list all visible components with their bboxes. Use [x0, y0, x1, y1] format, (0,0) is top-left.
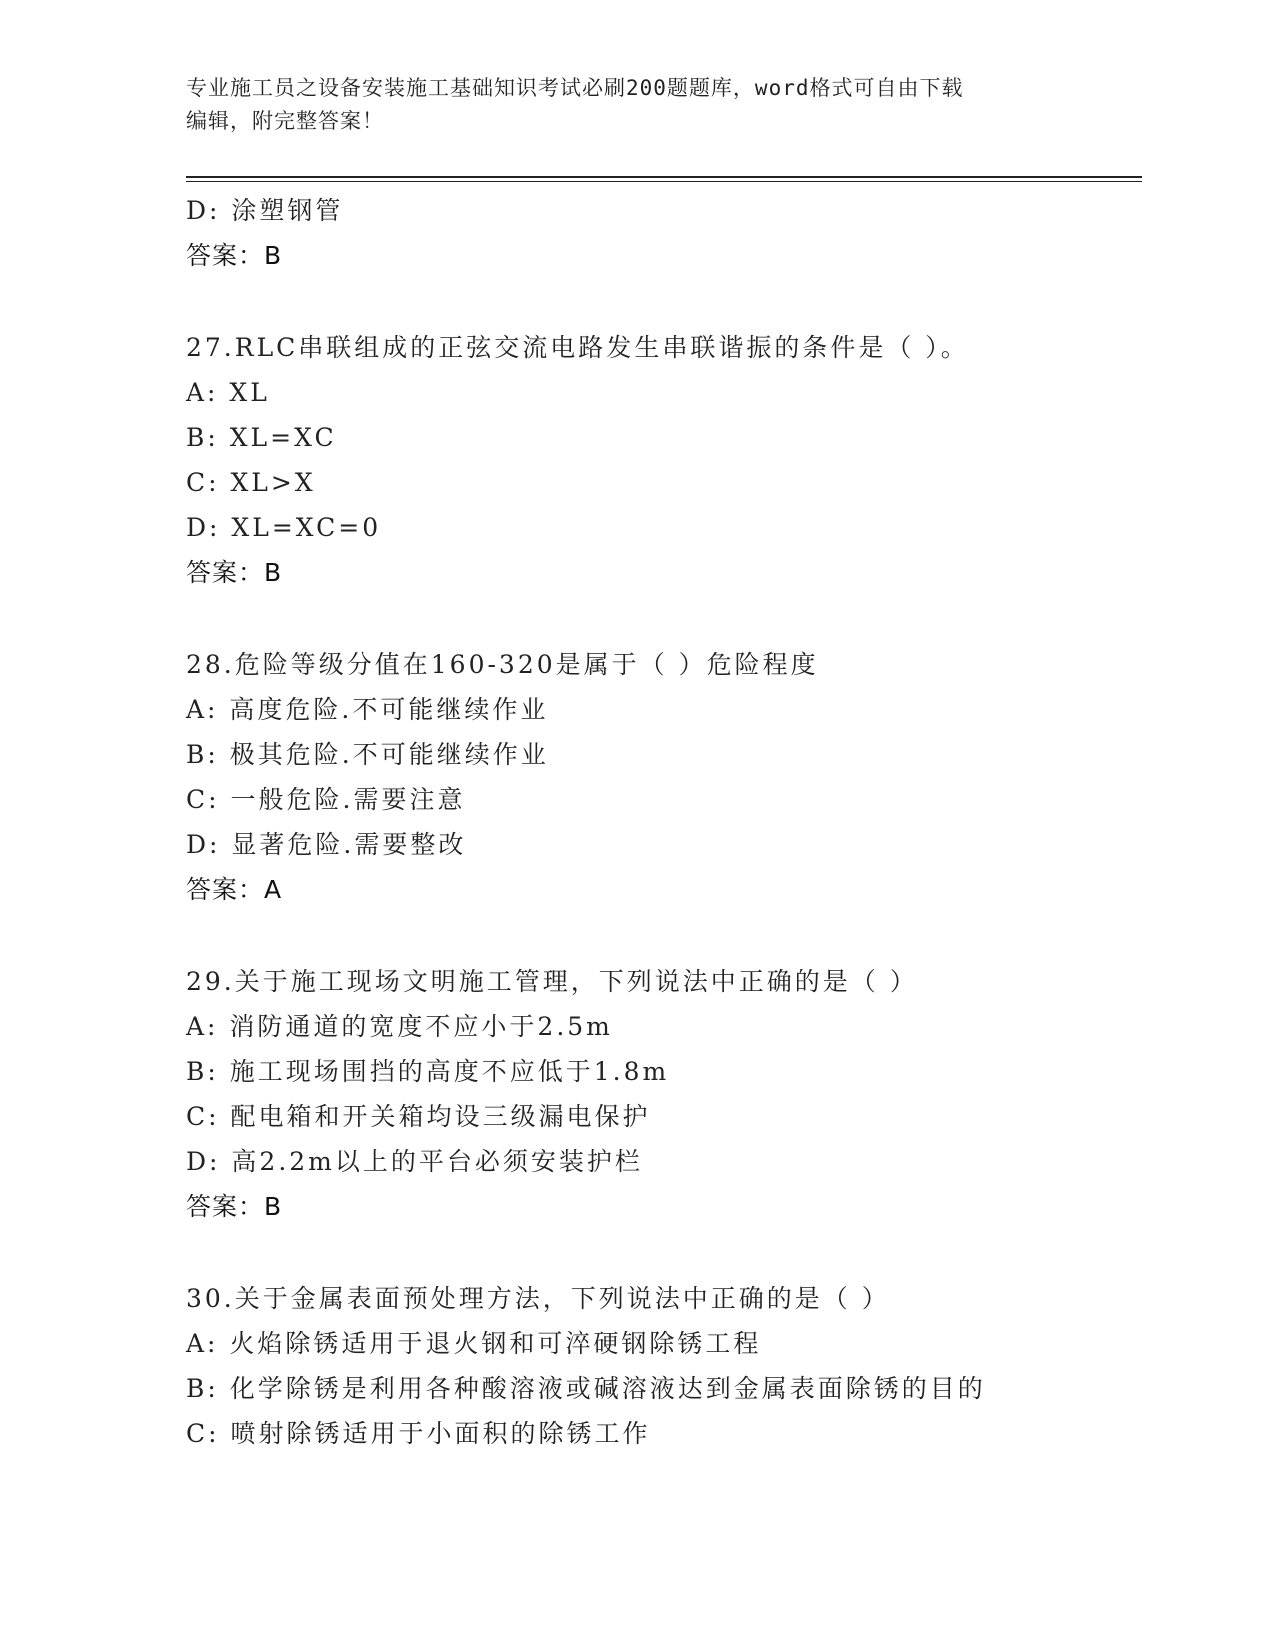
answer: 答案：B	[186, 558, 283, 587]
header-title-line2: 编辑，附完整答案！	[186, 109, 384, 133]
option-a: A: 火焰除锈适用于退火钢和可淬硬钢除锈工程	[186, 1329, 762, 1358]
answer: 答案：B	[186, 1192, 283, 1221]
option-d: D: 显著危险.需要整改	[186, 830, 467, 859]
option-b: B: 化学除锈是利用各种酸溶液或碱溶液达到金属表面除锈的目的	[186, 1374, 986, 1403]
question-29	[186, 959, 1142, 1229]
option-c: C: XL>X	[186, 468, 316, 497]
question-list	[186, 188, 1142, 1456]
question-30	[186, 1276, 1142, 1456]
question-27	[186, 325, 1142, 595]
option-c: C: 一般危险.需要注意	[186, 785, 466, 814]
option-d: D: XL=XC=0	[186, 513, 382, 542]
question-stem: 29.关于施工现场文明施工管理，下列说法中正确的是（ ）	[186, 967, 918, 996]
previous-question-tail	[186, 188, 1142, 278]
header-title-line1: 专业施工员之设备安装施工基础知识考试必刷200题题库，word格式可自由下载	[186, 76, 964, 100]
answer: 答案：B	[186, 241, 283, 270]
option-a: A: 高度危险.不可能继续作业	[186, 695, 549, 724]
header-divider-thin	[186, 181, 1142, 182]
option-c: C: 配电箱和开关箱均设三级漏电保护	[186, 1102, 651, 1131]
option-b: B: XL=XC	[186, 423, 337, 452]
option-a: A: 消防通道的宽度不应小于2.5m	[186, 1012, 613, 1041]
option-b: B: 极其危险.不可能继续作业	[186, 740, 549, 769]
option-b: B: 施工现场围挡的高度不应低于1.8m	[186, 1057, 670, 1086]
option-d: D: 高2.2m以上的平台必须安装护栏	[186, 1147, 643, 1176]
option-c: C: 喷射除锈适用于小面积的除锈工作	[186, 1419, 651, 1448]
question-stem: 28.危险等级分值在160-320是属于（ ）危险程度	[186, 650, 819, 679]
question-stem: 30.关于金属表面预处理方法，下列说法中正确的是（ ）	[186, 1284, 890, 1313]
header-divider-thick	[186, 176, 1142, 178]
question-28	[186, 642, 1142, 912]
option-d: D: 涂塑钢管	[186, 196, 344, 225]
question-stem: 27.RLC串联组成的正弦交流电路发生串联谐振的条件是（ ）。	[186, 333, 969, 362]
option-a: A: XL	[186, 378, 270, 407]
answer: 答案：A	[186, 875, 283, 904]
document-header	[186, 72, 1066, 138]
